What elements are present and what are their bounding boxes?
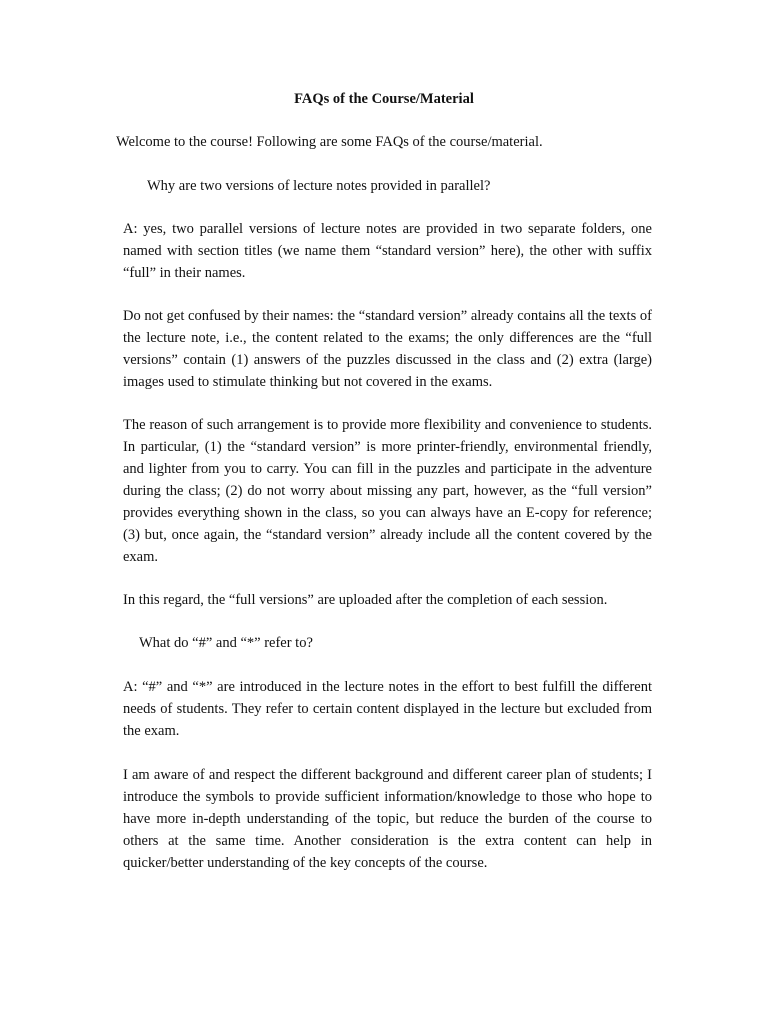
faq-1-answer-paragraph-4: In this regard, the “full versions” are uploaded after the completion of each session. (123, 592, 608, 608)
faq-2-answer-paragraph-1: A: “#” and “*” are introduced in the lecture notes in the effort to best fulfill the different needs of students. They refer to certain content displayed in the lecture but excluded from the exam. (123, 679, 652, 739)
faq-question-1: Why are two versions of lecture notes provided in parallel? (147, 178, 491, 194)
faq-1-answer-paragraph-1: A: yes, two parallel versions of lecture notes are provided in two separate folders, one named with section titles (we name them “standard version” here), the other with suffix “full” in their names. (123, 221, 652, 281)
welcome-text: Welcome to the course! Following are some FAQs of the course/material. (116, 134, 543, 150)
faq-1-answer-paragraph-2: Do not get confused by their names: the “standard version” already contains all the texts of the lecture note, i.e., the content related to the exams; the only differences are the “full versions” contain (1) answers of the puzzles discussed in the class and (2) extra (large) images used to stimulate thinking but not covered in the exams. (123, 308, 652, 390)
faq-2-answer-paragraph-2: I am aware of and respect the different background and different career plan of students; I introduce the symbols to provide sufficient information/knowledge to those who hope to have more in-depth understanding of the topic, but reduce the burden of the course to others at the same time. Another consideration is the extra content can help in quicker/better understanding of the key concepts of the course. (123, 767, 652, 871)
faq-1-answer-paragraph-3: The reason of such arrangement is to provide more flexibility and convenience to students. In particular, (1) the “standard version” is more printer-friendly, environmental friendly, and lighter from you to carry. You can fill in the puzzles and participate in the adventure during the class; (2) do not worry about missing any part, however, as the “full version” provides everything shown in the class, so you can always have an E-copy for reference; (3) but, once again, the “standard version” already include all the content covered by the exam. (123, 417, 652, 565)
faq-question-2: What do “#” and “*” refer to? (139, 635, 313, 651)
document-title: FAQs of the Course/Material (294, 91, 474, 107)
